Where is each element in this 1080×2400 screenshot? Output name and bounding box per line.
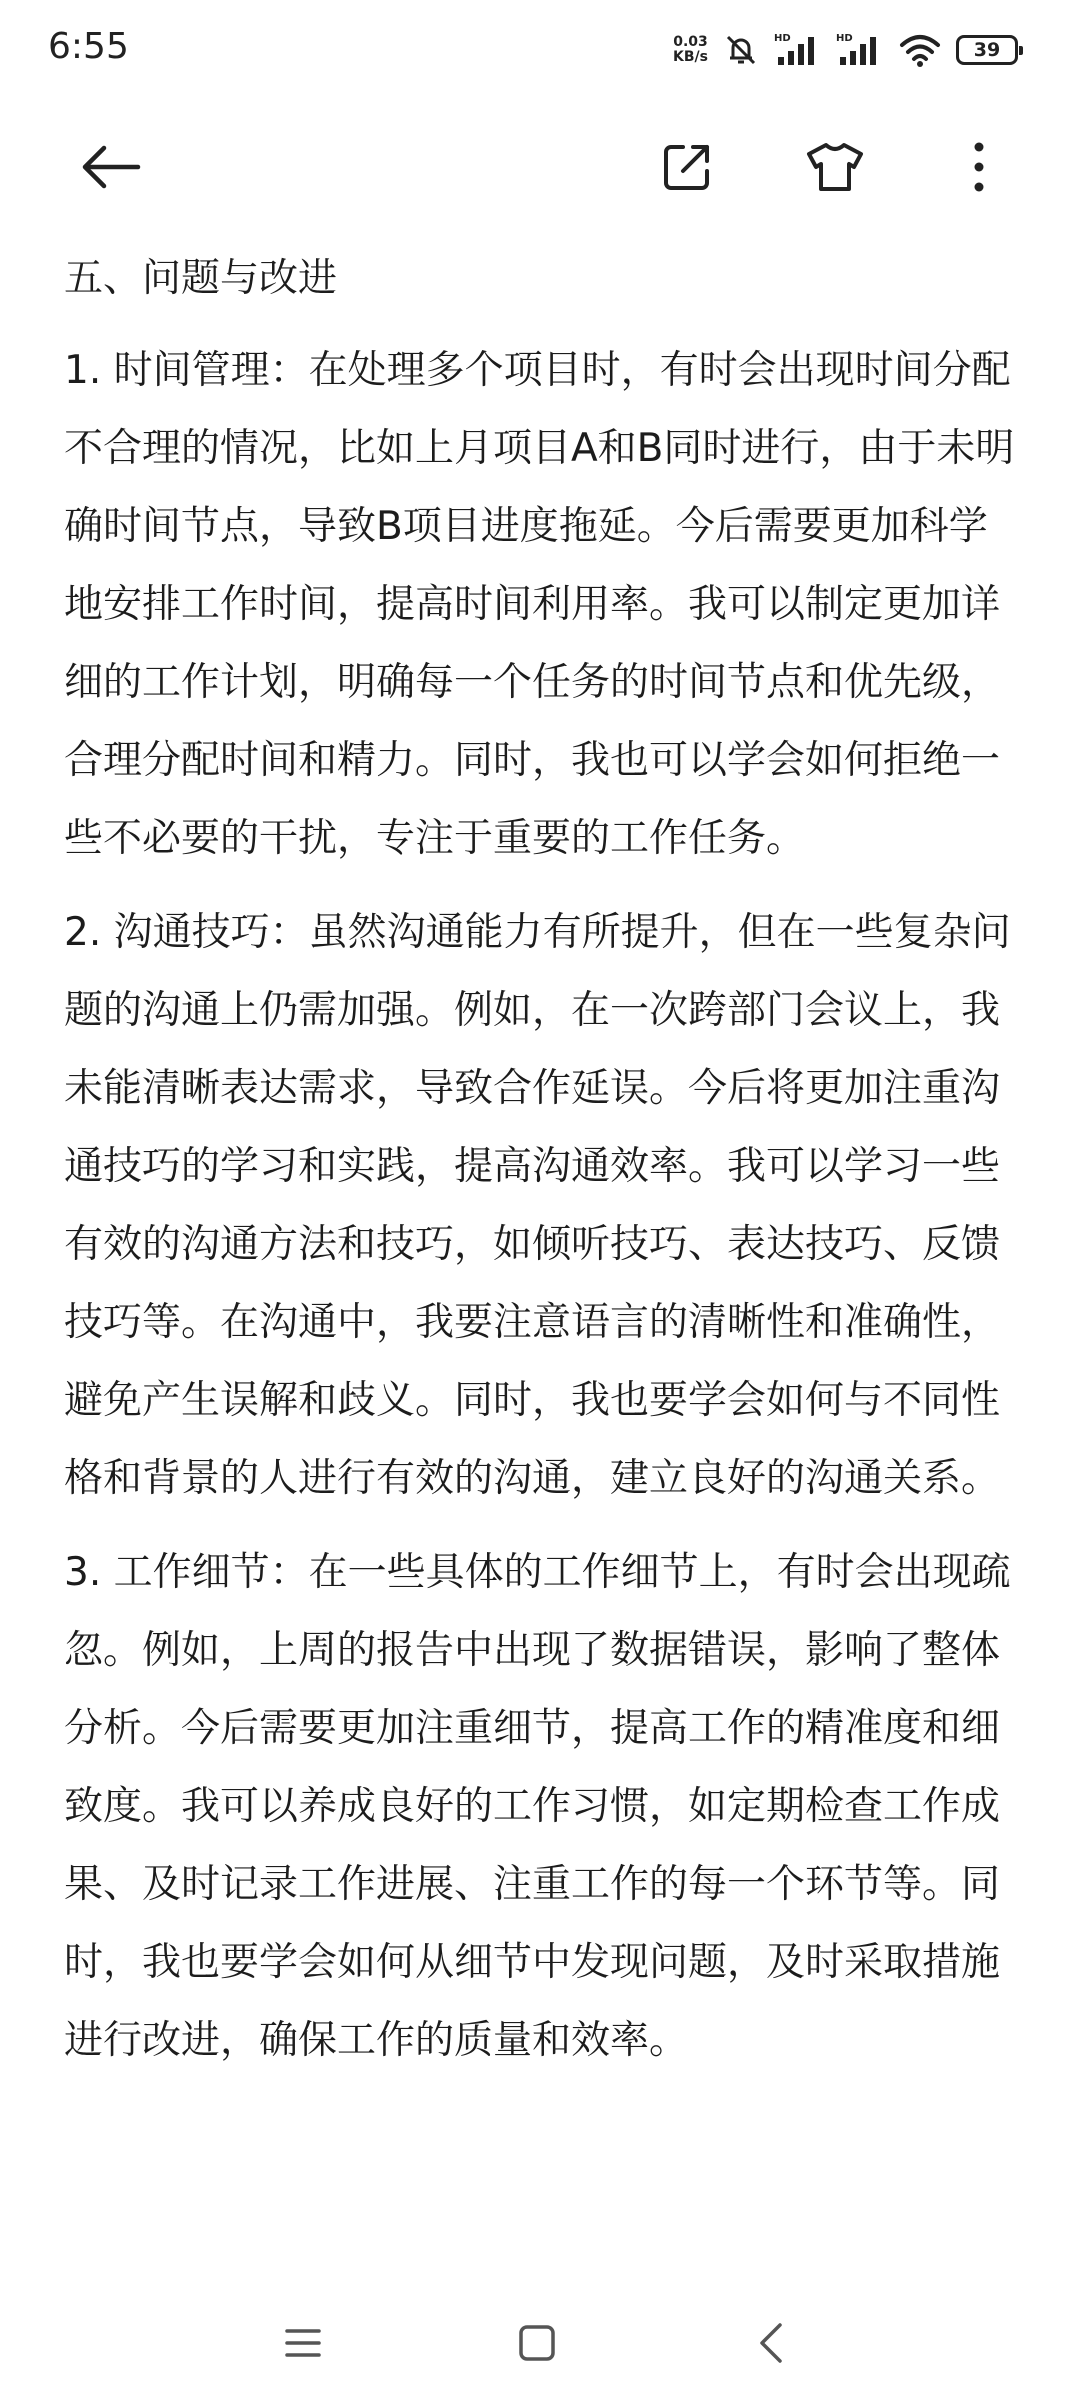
tshirt-icon bbox=[804, 139, 866, 199]
signal-hd-1-icon bbox=[774, 31, 822, 69]
status-icons bbox=[673, 30, 1018, 70]
network-speed-unit: KB/s bbox=[673, 49, 708, 65]
more-vert-icon bbox=[969, 139, 989, 199]
system-back-button[interactable] bbox=[736, 2310, 806, 2380]
back-button[interactable] bbox=[76, 134, 146, 204]
hd-label-1: HD bbox=[774, 33, 791, 44]
wifi-icon bbox=[898, 31, 942, 69]
home-button[interactable] bbox=[502, 2310, 572, 2380]
system-nav-bar bbox=[0, 2290, 1080, 2400]
article-content bbox=[64, 240, 1024, 2096]
paragraph-time-management: 1. 时间管理：在处理多个项目时，有时会出现时间分配不合理的情况，比如上月项目A和B同时进行，由于未明确时间节点，导致B项目进度拖延。今后需要更加科学地安排工作时间，提高时间利用率。我可以制定更加详细的工作计划，明确每一个任务的时间节点和优先级，合理分配时间和精力。同时，我也可以学会如何拒绝一些不必要的干扰，专注于重要的工作任务。 bbox=[64, 348, 1015, 861]
battery-indicator bbox=[956, 35, 1018, 65]
section-heading: 五、问题与改进 bbox=[64, 256, 338, 301]
recent-apps-button[interactable] bbox=[268, 2310, 338, 2380]
network-speed bbox=[673, 35, 708, 65]
paragraph-communication: 2. 沟通技巧：虽然沟通能力有所提升，但在一些复杂问题的沟通上仍需加强。例如，在一次跨部门会议上，我未能清晰表达需求，导致合作延误。今后将更加注重沟通技巧的学习和实践，提高沟通效率。我可以学习一些有效的沟通方法和技巧，如倾听技巧、表达技巧、反馈技巧等。在沟通中，我要注意语言的清晰性和准确性，避免产生误解和歧义。同时，我也要学会如何与不同性格和背景的人进行有效的沟通，建立良好的沟通关系。 bbox=[64, 910, 1011, 1501]
network-speed-value: 0.03 bbox=[673, 34, 708, 50]
status-bar bbox=[0, 0, 1080, 100]
share-icon bbox=[659, 139, 715, 199]
back-chevron-icon bbox=[756, 2321, 786, 2369]
back-arrow-icon bbox=[78, 142, 144, 196]
signal-hd-2-icon bbox=[836, 31, 884, 69]
menu-icon bbox=[283, 2326, 323, 2364]
hd-label-2: HD bbox=[836, 33, 853, 44]
bell-muted-icon bbox=[722, 31, 760, 69]
more-options-button[interactable] bbox=[944, 134, 1014, 204]
battery-level: 39 bbox=[973, 39, 1001, 61]
status-time: 6:55 bbox=[48, 26, 129, 67]
theme-button[interactable] bbox=[800, 134, 870, 204]
paragraph-work-details: 3. 工作细节：在一些具体的工作细节上，有时会出现疏忽。例如，上周的报告中出现了数据错误，影响了整体分析。今后需要更加注重细节，提高工作的精准度和细致度。我可以养成良好的工作习惯，如定期检查工作成果、及时记录工作进展、注重工作的每一个环节等。同时，我也要学会如何从细节中发现问题，及时采取措施进行改进，确保工作的质量和效率。 bbox=[64, 1550, 1011, 2063]
share-button[interactable] bbox=[652, 134, 722, 204]
home-square-icon bbox=[517, 2323, 557, 2367]
top-toolbar bbox=[0, 118, 1080, 218]
